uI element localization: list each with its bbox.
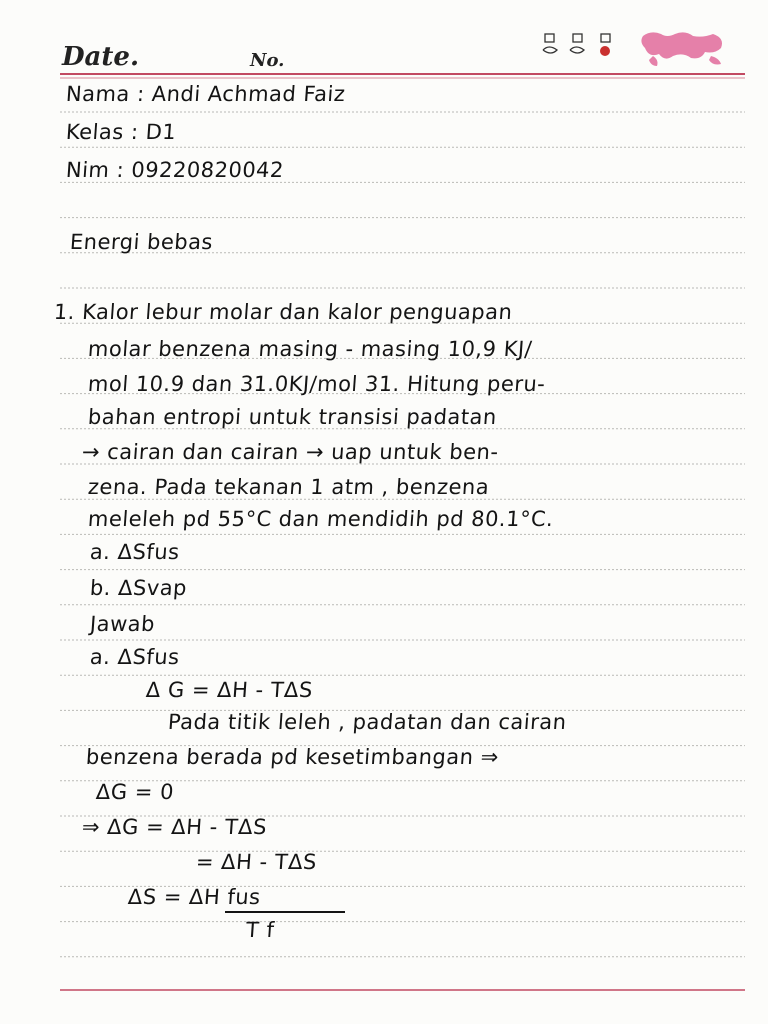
equation-line: ΔG = 0 bbox=[95, 780, 175, 804]
equation-line: ⇒ ΔG = ΔH - TΔS bbox=[81, 815, 268, 839]
answer-text: Pada titik leleh , padatan dan cairan bbox=[167, 710, 568, 734]
answer-heading: Jawab bbox=[89, 612, 156, 636]
subquestion-b: b. ΔSvap bbox=[89, 576, 188, 600]
name-line: Nama : Andi Achmad Faiz bbox=[65, 82, 347, 106]
corner-decoration bbox=[535, 26, 745, 70]
nim-line: Nim : 09220820042 bbox=[65, 158, 285, 182]
checkbox-icon bbox=[600, 34, 610, 56]
checkbox-icon bbox=[570, 34, 584, 53]
question-line: meleleh pd 55°C dan mendidih pd 80.1°C. bbox=[87, 507, 555, 531]
equation-line: = ΔH - TΔS bbox=[195, 850, 318, 874]
answer-text: benzena berada pd kesetimbangan ⇒ bbox=[85, 745, 500, 769]
class-line: Kelas : D1 bbox=[65, 120, 178, 144]
equation-line: T f bbox=[245, 918, 276, 942]
gibbs-equation: Δ G = ΔH - TΔS bbox=[145, 678, 314, 702]
question-line: zena. Pada tekanan 1 atm , benzena bbox=[87, 475, 491, 499]
world-map-icon bbox=[641, 32, 722, 66]
equation-line: ΔS = ΔH fus bbox=[127, 885, 262, 909]
number-label: No. bbox=[250, 50, 285, 71]
topic-title: Energi bebas bbox=[69, 230, 214, 254]
question-line: bahan entropi untuk transisi padatan bbox=[87, 405, 498, 429]
question-line: 1. Kalor lebur molar dan kalor penguapan bbox=[53, 300, 514, 324]
question-line: → cairan dan cairan → uap untuk ben- bbox=[81, 440, 500, 464]
checkbox-icon bbox=[543, 34, 557, 53]
question-line: mol 10.9 dan 31.0KJ/mol 31. Hitung peru- bbox=[87, 372, 547, 396]
answer-part-a: a. ΔSfus bbox=[89, 645, 181, 669]
question-line: molar benzena masing - masing 10,9 KJ/ bbox=[87, 337, 534, 361]
subquestion-a: a. ΔSfus bbox=[89, 540, 181, 564]
date-label: Date. bbox=[62, 42, 139, 72]
fraction-bar bbox=[225, 908, 350, 916]
